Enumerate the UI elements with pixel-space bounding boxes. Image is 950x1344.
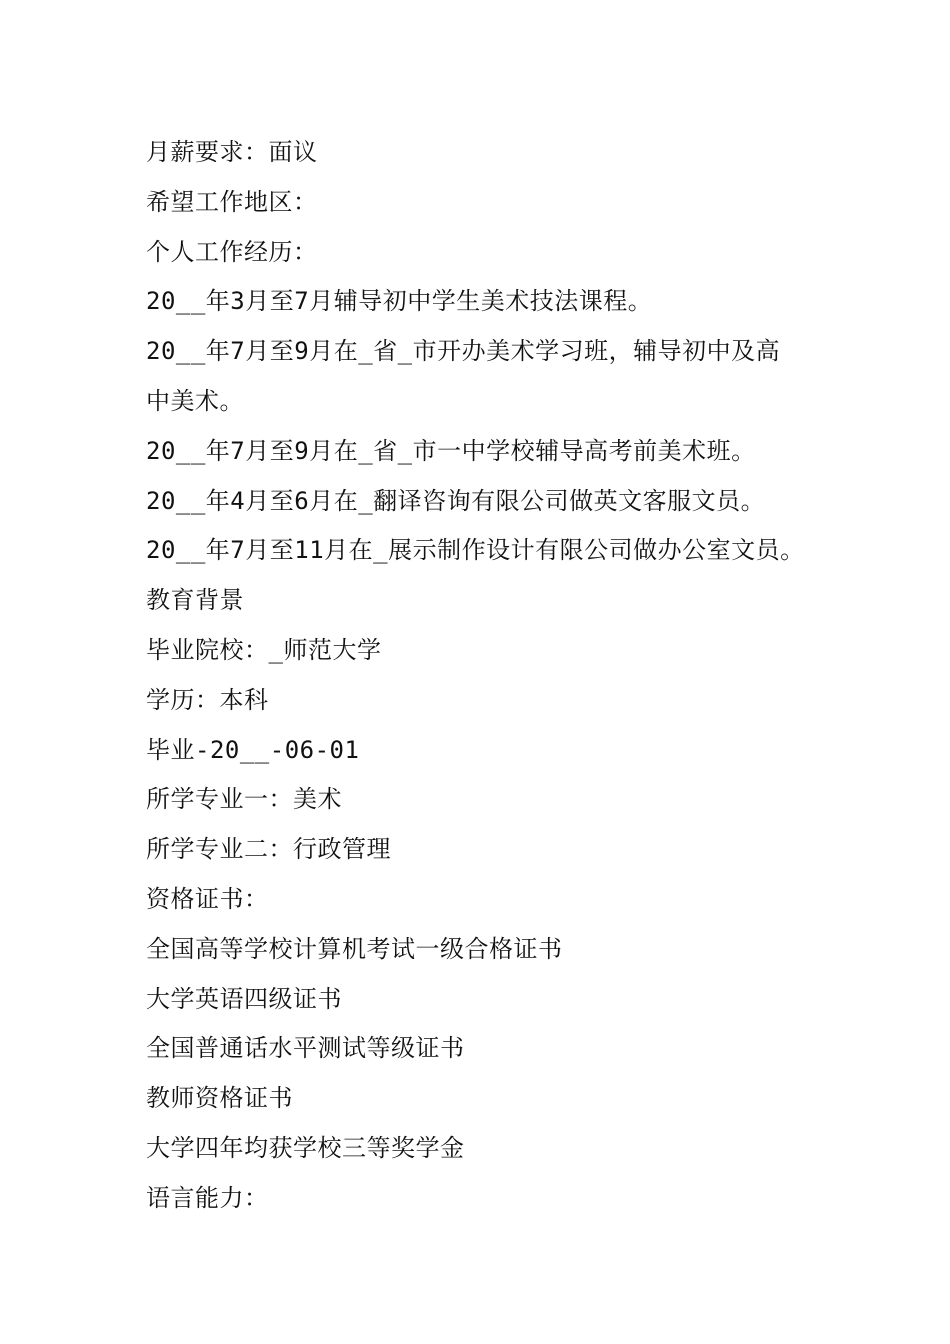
education-degree: 学历：本科 [146, 685, 269, 714]
work-experience-item: 20__年7月至9月在_省_市开办美术学习班，辅导初中及高 [146, 337, 781, 366]
major-one: 所学专业一：美术 [146, 785, 342, 814]
certificates-heading: 资格证书： [146, 884, 269, 913]
preferred-work-location: 希望工作地区： [146, 187, 318, 216]
work-experience-item: 20__年3月至7月辅导初中学生美术技法课程。 [146, 287, 653, 316]
certificate-item: 大学英语四级证书 [146, 984, 342, 1013]
certificate-item: 全国普通话水平测试等级证书 [146, 1034, 465, 1063]
certificate-item: 全国高等学校计算机考试一级合格证书 [146, 934, 563, 963]
work-experience-heading: 个人工作经历： [146, 237, 318, 266]
work-experience-item: 20__年7月至11月在_展示制作设计有限公司做办公室文员。 [146, 536, 805, 565]
work-experience-item-continued: 中美术。 [146, 386, 244, 415]
education-heading: 教育背景 [146, 586, 244, 615]
major-two: 所学专业二：行政管理 [146, 835, 391, 864]
graduated-school: 毕业院校：_师范大学 [146, 635, 382, 664]
document-body [146, 128, 836, 1224]
graduation-date: 毕业-20__-06-01 [146, 735, 360, 764]
scholarship-item: 大学四年均获学校三等奖学金 [146, 1133, 465, 1162]
certificate-item: 教师资格证书 [146, 1084, 293, 1113]
salary-requirement: 月薪要求：面议 [146, 138, 318, 166]
language-ability-heading: 语言能力： [146, 1183, 269, 1212]
work-experience-item: 20__年7月至9月在_省_市一中学校辅导高考前美术班。 [146, 436, 756, 465]
work-experience-item: 20__年4月至6月在_翻译咨询有限公司做英文客服文员。 [146, 486, 766, 515]
